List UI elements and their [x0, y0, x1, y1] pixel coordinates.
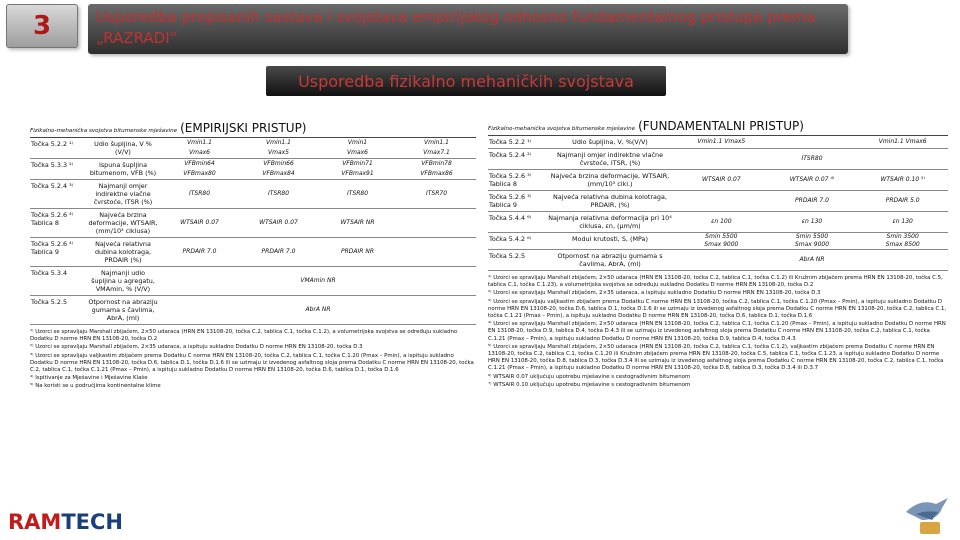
row-property: Najmanji omjer indirektne vlačne čvrstoće, ITSR, (%) [556, 151, 663, 167]
value-line [676, 212, 948, 232]
row-label: Točka 5.2.6 ⁴⁾ Tablica 8 [31, 211, 74, 227]
value-line [676, 149, 948, 169]
value-line [160, 148, 476, 158]
value-cell: Vmin1.1 Vmax6 [878, 138, 927, 145]
slide-number: 3 [6, 4, 78, 48]
value-cell: PRDAIR 7.0 [182, 248, 217, 255]
value-line [676, 233, 948, 241]
row-values [676, 233, 948, 249]
row-property: Otpornost na abraziju gumama s čavlima, AbrA, (ml) [557, 252, 663, 268]
footnote: ⁵⁾ Na koristi se u područjima kontinentalne klime [30, 383, 161, 390]
table-row [488, 149, 948, 170]
value-line [676, 170, 948, 190]
row-property: Modul krutosti, S, (MPa) [572, 235, 648, 243]
value-cell: Smin 3500 [886, 233, 919, 240]
value-cell: εn 100 [711, 218, 732, 225]
value-cell: VFBmin78 [421, 160, 452, 167]
fundamental-table-header [488, 120, 948, 136]
table-row [488, 250, 948, 271]
value-cell: ITSR80 [188, 190, 211, 197]
row-label: Točka 5.2.4 ³⁾ [31, 182, 74, 190]
row-property: Udio šupljina, V %(V/V) [94, 140, 152, 156]
row-property: Najmanji udio šupljina u agregatu, VMAmin, % (V/V) [91, 269, 155, 293]
value-cell: AbrA NR [799, 256, 825, 263]
footnote: ¹⁾ Uzorci se spravljaju Marshall zbijačem, 2×50 udaraca (HRN EN 13108-20, točka C.2, tablica C.1, točka C.1.2) ili Kružnim zbijačem prema HRN EN 13108-20, točka C.5, tablica C.1, točka C.1.23), a volumetrijska svojstva se određuju sukladno Dodatku D norme HRN EN 13108-20, točka D.2 [488, 275, 943, 289]
table-row [30, 267, 476, 296]
value-line [160, 138, 476, 148]
row-values [160, 267, 476, 295]
row-property: Najveća relativna dubina kolotraga, PRDAIR, (%) [553, 193, 667, 209]
footnote: ³⁾ Uzorci se spravljaju valjkastim zbijačem prema Dodatku C norme HRN EN 13108-20, točka C.2, tablica C.1, točka C.1.20 (Pmax – Pmin), a ispituju sukladno Dodatku D norme HRN EN 13108-20, točka D.6, tablica D.1, točka D.1.6 ili se uzimaju iz izvedenog asfaltnog sloja prema Dodatku C norme HRN EN 13108-20, točka C.2, tablica C.1, točka C.1.21 (Pmax – Pmin), a ispituju sukladno Dodatku D norme HRN EN 13108-20, točka D.6, tablica D.1, točka D.1.6 [488, 298, 947, 320]
row-property: Otpornost na abraziju gumama s čavlima, AbrA, (ml) [88, 298, 158, 322]
value-cell: VFBmin71 [342, 160, 373, 167]
footnote: ¹⁾ Uzorci se spravljaju Marshall zbijačem, 2×50 udaraca (HRN EN 13108-20, točka C.2, tablica C.1, točka C.1.2), a volumetrijska svojstva se određuju sukladno Dodatku D norme HRN EN 13108-20, točka D.2 [30, 329, 458, 343]
row-values [160, 296, 476, 324]
row-values [160, 209, 476, 237]
logo-part-tech: TECH [61, 510, 123, 534]
row-property: Najmanja relativna deformacija pri 10⁴ ciklusa, εn, (μm/m) [548, 214, 672, 230]
value-cell: Vmin1.1 Vmax5 [697, 138, 746, 145]
value-cell: Smin 5500 [795, 233, 829, 240]
table-row [30, 296, 476, 325]
row-label: Točka 5.4.2 ⁶⁾ [489, 235, 532, 243]
footnote: ³⁾ Uzorci se spravljaju valjkastim zbijačem prema Dodatku C norme HRN EN 13108-20, točka C.2, tablica C.1, točka C.1.20 (Pmax – Pmin), a ispituju sukladno Dodatku D norme HRN EN 13108-20, točka D.6, tablica D.1, točka D.1.6 ili se uzimaju iz izvedenog asfaltnog sloja prema Dodatku C norme HRN EN 13108-20, točka C.2, tablica C.1, točka C.1.21 (Pmax – Pmin), a ispituju sukladno Dodatku D norme HRN EN 13108-20, točka D.6, tablica D.1, točka D.1.6 [30, 352, 474, 374]
value-cell: Smin 5500 [705, 233, 738, 240]
row-label: Točka 5.2.4 ²⁾ [489, 151, 532, 159]
value-cell: Vmin1.1 [424, 139, 449, 146]
value-cell: Vmin1 [347, 139, 368, 146]
value-line [676, 241, 948, 249]
empirical-footnotes [30, 329, 476, 391]
value-cell: εn 130 [892, 218, 913, 225]
table-row [488, 233, 948, 250]
row-label: Točka 5.2.5 [489, 252, 526, 260]
value-cell: WTSAIR NR [340, 219, 375, 226]
value-cell: Smax 8500 [885, 241, 920, 248]
fundamental-footnotes [488, 275, 948, 389]
row-label: Točka 5.3.4 [31, 269, 68, 277]
header-big: (EMPIRIJSKI PRISTUP) [180, 121, 307, 135]
row-property: Najveća brzina deformacije, WTSAIR, (mm/10³ cikl.) [550, 172, 670, 188]
row-label: Točka 5.2.6 ³⁾ Tablica 9 [489, 193, 532, 209]
fundamental-table [488, 120, 948, 390]
value-cell: PRDAIR 7.0 [261, 248, 296, 255]
value-cell: PRDAIR 7.0 [795, 197, 829, 204]
row-label: Točka 5.2.6 ³⁾ Tablica 8 [489, 172, 532, 188]
row-property: Najmanji omjer indirektne vlačne čvrstoće, ITSR (%) [93, 182, 153, 206]
value-cell: PRDAIR 5.0 [885, 197, 920, 204]
value-cell: VFBmax91 [341, 170, 374, 177]
value-line [160, 159, 476, 169]
value-cell: ITSR80 [346, 190, 369, 197]
row-values [676, 149, 948, 169]
footnote: ²⁾ Uzorci se spravljaju Marshall zbijačem, 2×35 udaraca, a ispituju sukladno Dodatku D norme HRN EN 13108-20, točka D.3 [488, 290, 821, 297]
value-cell: WTSAIR 0.07 [701, 176, 741, 183]
footnote: ⁶⁾ WTSAIR 0.07 uključuju upotrebu mješavine s cestogradivnim bitumenom [488, 373, 691, 380]
row-values [160, 180, 476, 208]
value-cell: Smax 9000 [794, 241, 830, 248]
value-cell: VMAmin NR [300, 277, 336, 284]
value-cell: PRDAIR NR [340, 248, 374, 255]
value-cell: WTSAIR 0.07 [259, 219, 298, 226]
footnote: ⁴⁾ Ispitivanje za Mješavine i Mješavine Klaše [30, 375, 148, 382]
footnote: ⁵⁾ Uzorci se spravljaju Marshall zbijačem, 2×50 udaraca (HRN EN 13108-20, točka C.2, tablica C.1, točka C.1.2), valjkastim zbijačem prema Dodatku C norme HRN EN 13108-20, točka C.2, tablica C.1, točka C.1.20 ili Kružnim zbijačem prema HRN EN 13108-20, točka C.5, tablica C.1, točka C.1.23, a ispituju sukladno Dodatku D norme HRN EN 13108-20, točka D.8, tablica D.3, točka D.3.4 ili se uzimaju iz izvedenog asfaltnog sloja prema Dodatku C norme HRN EN 13108-20, točka C.2, tablica C.1, točka C.1.21 (Pmax – Pmin), a ispituju sukladno Dodatku D norme HRN EN 13108-20, točka D.8, tablica D.3, točka D.3.4 ili D.3.7 [488, 343, 944, 372]
empirical-table [30, 122, 476, 392]
value-cell: Vmax5 [268, 149, 289, 156]
value-cell: AbrA NR [305, 306, 331, 313]
row-label: Točka 5.4.4 ⁶⁾ [489, 214, 532, 222]
value-cell: VFBmin64 [184, 160, 215, 167]
row-label: Točka 5.2.2 ¹⁾ [489, 138, 532, 146]
table-row [30, 180, 476, 209]
row-values [160, 238, 476, 266]
value-cell: VFBmax84 [262, 170, 295, 177]
row-values [676, 191, 948, 211]
ramtech-logo [8, 510, 123, 534]
value-cell: WTSAIR 0.10 ⁵⁾ [880, 176, 925, 183]
value-cell: Vmax6 [189, 149, 210, 156]
value-cell: VFBmin66 [263, 160, 294, 167]
value-cell: WTSAIR 0.07 [180, 219, 219, 226]
row-values [676, 136, 948, 148]
table-row [488, 191, 948, 212]
value-cell: εn 130 [801, 218, 823, 225]
footnote: ⁴⁾ Uzorci se spravljaju Marshall zbijačem, 2×50 udaraca (HRN EN 13108-20, točka C.2, tablica C.1, točka C.1.20 (Pmax – Pmin), a ispituju sukladno Dodatku D norme HRN EN 13108-20, točka D.9, tablica D.4, točka D.4.3 ili se uzimaju iz izvedenog asfaltnog sloja prema Dodatku C norme HRN EN 13108-20, točka C.2, tablica C.1, točka C.1.21 (Pmax – Pmin), a ispituju sukladno Dodatku D norme HRN EN 13108-20, točka D.9, tablica D.4, točka D.4.3 [488, 321, 946, 342]
row-label: Točka 5.2.6 ⁴⁾ Tablica 9 [31, 240, 74, 256]
value-cell: VFBmax86 [420, 170, 453, 177]
footnote: ⁷⁾ WTSAIR 0.10 uključuju upotrebu mješavine s cestogradivnim bitumenom [488, 381, 691, 388]
value-line [160, 169, 476, 179]
value-cell: ITSR70 [425, 190, 448, 197]
value-cell: ITSR80 [267, 190, 290, 197]
footnote: ²⁾ Uzorci se spravljaju Marshall zbijačem, 2×35 udaraca, a ispituju sukladno Dodatku D norme HRN EN 13108-20, točka D.3 [30, 344, 363, 351]
value-cell: Vmax7.1 [423, 149, 450, 156]
row-label: Točka 5.2.5 [31, 298, 68, 306]
value-line [160, 209, 476, 237]
table-row [30, 159, 476, 180]
logo-part-ram: RAM [8, 510, 62, 534]
slide-subtitle: Usporedba fizikalno mehaničkih svojstava [266, 66, 666, 96]
row-label: Točka 5.3.3 ²⁾ [31, 161, 74, 169]
row-property: Udio šupljina, V, %(V/V) [572, 138, 648, 146]
row-label: Točka 5.2.2 ¹⁾ [31, 140, 74, 148]
value-cell: Vmin1.1 [187, 139, 212, 146]
value-cell: WTSAIR 0.07 ⁴⁾ [789, 176, 835, 183]
row-values [676, 212, 948, 232]
table-row [30, 238, 476, 267]
slide-title: Usporedba propisanih sastava i svojstava empirijskog odnosno fundamentalnog pristupa prema „RAZRADI“ [88, 4, 848, 54]
header-small: Fizikalno-mehanička svojstva bitumenske mješavine [30, 128, 178, 134]
row-values [160, 138, 476, 158]
row-property: Najveća brzina deformacije, WTSAIR, (mm/10³ ciklusa) [88, 211, 158, 235]
value-line [676, 136, 948, 148]
value-cell: Vmax6 [347, 149, 368, 156]
value-cell: ITSR80 [801, 155, 823, 162]
value-cell: Vmin1.1 [266, 139, 291, 146]
value-cell: Smax 9000 [704, 241, 739, 248]
header-small: Fizikalno-mehanička svojstva bitumenske mješavine [488, 126, 636, 132]
header-big: (FUNDAMENTALNI PRISTUP) [638, 119, 804, 133]
value-line [160, 238, 476, 266]
table-row [30, 209, 476, 238]
table-row [488, 136, 948, 149]
value-line [160, 267, 476, 295]
row-values [676, 170, 948, 190]
table-row [488, 170, 948, 191]
empirical-table-header [30, 122, 476, 138]
table-row [488, 212, 948, 233]
row-property: Ispuna šupljina bitumenom, VFB (%) [89, 161, 157, 177]
row-values [676, 250, 948, 270]
value-line [676, 191, 948, 211]
row-property: Najveća relativna dubina kolotraga, PRDAIR (%) [94, 240, 152, 264]
row-values [160, 159, 476, 179]
value-line [160, 296, 476, 324]
table-row [30, 138, 476, 159]
value-cell: VFBmax80 [183, 170, 216, 177]
value-line [160, 180, 476, 208]
value-line [676, 250, 948, 270]
bird-logo-icon [902, 490, 952, 536]
